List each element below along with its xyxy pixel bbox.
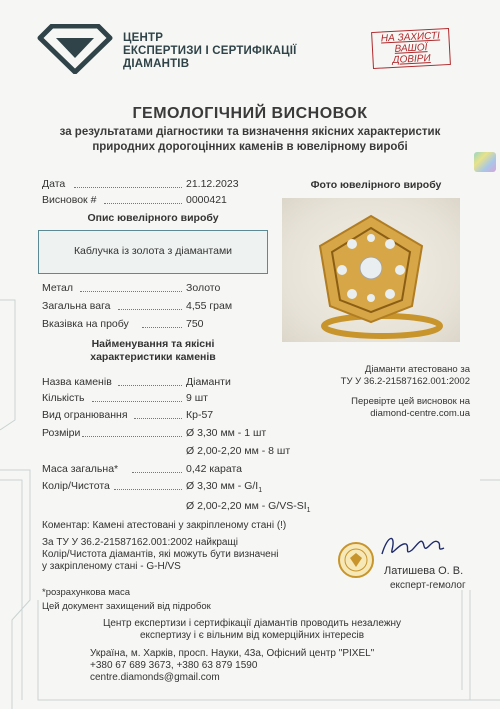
stone-name-value: Діаманти xyxy=(186,376,231,388)
item-description: Каблучка із золота з діамантами xyxy=(73,245,233,257)
stones-section-title: Найменування та якісні характеристики каменів xyxy=(90,338,216,363)
color-label: Колір/Чистота xyxy=(42,480,110,492)
weight-label: Загальна вага xyxy=(42,300,111,312)
slogan-stamp: НА ЗАХИСТІ ВАШОЇ ДОВІРИ xyxy=(371,28,451,69)
number-value: 0000421 xyxy=(186,194,227,206)
date-value: 21.12.2023 xyxy=(186,178,239,190)
jewelry-photo xyxy=(282,198,460,342)
mass-value: 0,42 карата xyxy=(186,463,242,475)
size-label: Розміри xyxy=(42,427,81,439)
comment: Коментар: Камені атестовані у закріпленому стані (!) xyxy=(42,520,287,531)
disclaimer: Центр експертизи і сертифікації діамантів проводить незалежну експертизу і є вільним від комерційних інтересів xyxy=(102,618,402,641)
page-subtitle: за результатами діагностики та визначення якісних характеристик природних дорогоцінних каменів в ювелірному виробі xyxy=(59,126,441,153)
hologram-icon xyxy=(474,152,496,172)
count-label: Кількість xyxy=(42,392,85,404)
mass-label: Маса загальна* xyxy=(42,463,119,475)
photo-label: Фото ювелірного виробу xyxy=(310,179,442,191)
address-block: Україна, м. Харків, просп. Науки, 43а, Офісний центр "PIXEL" +380 67 689 3673, +380 63 879 1590 centre.diamonds@gmail.com xyxy=(90,648,430,684)
count-value: 9 шт xyxy=(186,392,208,404)
page-title: ГЕМОЛОГІЧНИЙ ВИСНОВОК xyxy=(132,105,368,122)
verify-note: Перевірте цей висновок на diamond-centre.com.ua xyxy=(300,396,470,420)
protection-note: Цей документ захищений від підробок xyxy=(42,601,211,612)
size-value-2: Ø 2,00-2,20 мм - 8 шт xyxy=(186,445,291,457)
expert-name: Латишева О. В. xyxy=(384,565,464,577)
footnote: *розрахункова маса xyxy=(42,587,131,598)
gia-seal-icon xyxy=(337,541,375,579)
diamond-logo-icon xyxy=(36,24,114,74)
attestation-note: Діаманти атестовано за ТУ У 36.2-21587162.001:2002 xyxy=(340,364,470,387)
size-value-1: Ø 3,30 мм - 1 шт xyxy=(186,427,267,439)
proba-label: Вказівка на пробу xyxy=(42,318,129,330)
expert-signature xyxy=(378,528,448,564)
weight-value: 4,55 грам xyxy=(186,300,233,312)
item-description-title: Опис ювелірного виробу xyxy=(87,212,219,224)
expert-title: експерт-гемолог xyxy=(390,580,466,591)
metal-value: Золото xyxy=(186,282,221,294)
color-value-1: Ø 3,30 мм - $G/I_1$ xyxy=(186,480,263,495)
date-label: Дата xyxy=(42,178,66,190)
email-link[interactable]: centre.diamonds@gmail.com xyxy=(90,672,220,683)
metal-label: Метал xyxy=(42,282,74,294)
verify-link[interactable]: diamond-centre.com.ua xyxy=(370,408,470,419)
cut-label: Вид огранювання xyxy=(42,409,128,421)
proba-value: 750 xyxy=(186,318,204,330)
number-label: Висновок # xyxy=(42,194,97,206)
color-value-2: Ø 2,00-2,20 мм - $G/VS-SI_1$ xyxy=(186,500,311,515)
cut-value: Кр-57 xyxy=(186,409,214,421)
org-name: ЦЕНТР ЕКСПЕРТИЗИ І СЕРТИФІКАЦІЇ ДІАМАНТІВ xyxy=(123,32,297,70)
item-description-box xyxy=(38,230,268,274)
clarity-note: За ТУ У 36.2-21587162.001:2002 найкращі Колір/Чистота діамантів, які можуть бути визначені у закріпленому стані - G-H/VS xyxy=(42,537,279,572)
stone-name-label: Назва каменів xyxy=(42,376,112,388)
